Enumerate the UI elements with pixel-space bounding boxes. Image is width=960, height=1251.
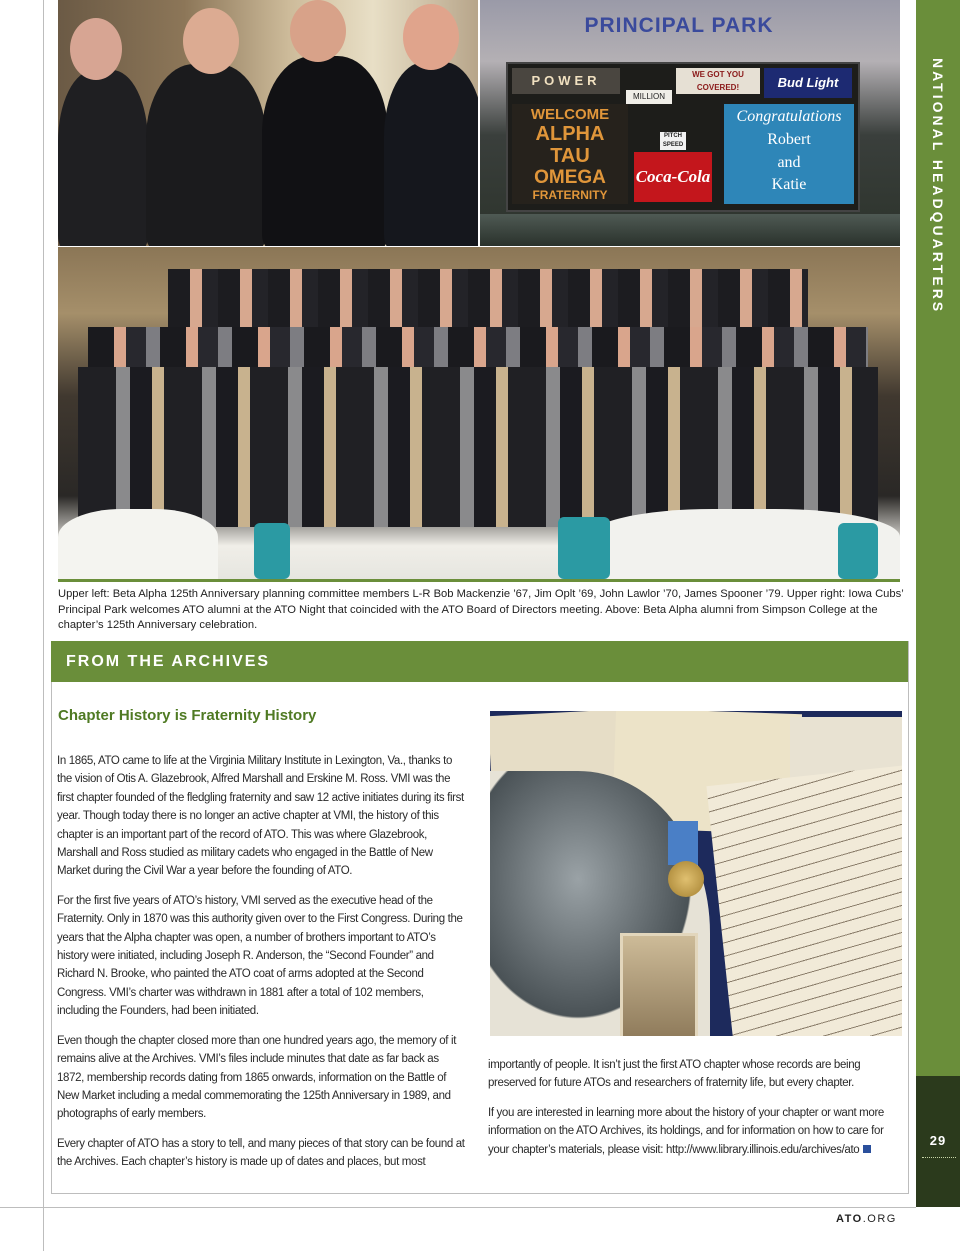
- park-name-sign: PRINCIPAL PARK: [584, 14, 774, 37]
- article-paragraph: For the first five years of ATO’s history, VMI served as the executive head of the Fraternity. Only in 1870 was this authority given over to the First Congress. During the years that the Alpha chapter was open, a number of brothers important to ATO’s history were initiated, including Joseph R. Anderson, the “Second Founder” and Richard N. Brooke, who painted the ATO coat of arms adopted at the Second Congress. VMI’s charter was withdrawn in 1881 after a total of 102 members, including the Founders, had been initiated.: [57, 894, 463, 1018]
- person-head: [183, 8, 239, 74]
- ad-bud-light: Bud Light: [764, 68, 852, 98]
- person-figure: [384, 62, 478, 246]
- welcome-line: ALPHA: [535, 123, 605, 145]
- teal-chair: [254, 523, 290, 579]
- scoreboard-photo: [480, 0, 900, 246]
- article-right-column: [488, 1056, 902, 1170]
- medal: [668, 861, 704, 897]
- article-paragraph: [488, 1104, 902, 1159]
- welcome-line: WELCOME: [530, 106, 610, 123]
- medal-ribbon: [668, 821, 698, 865]
- stadium-rail: [480, 214, 900, 246]
- person-figure: [146, 64, 266, 246]
- section-banner-title: FROM THE ARCHIVES: [66, 653, 271, 670]
- welcome-line: FRATERNITY: [532, 188, 608, 202]
- congrats-line: and: [777, 154, 801, 171]
- front-row: [78, 367, 878, 527]
- congrats-line: Robert: [767, 131, 811, 148]
- page-number: 29: [929, 1133, 947, 1148]
- congrats-board: [724, 104, 854, 204]
- footer-line: [0, 1207, 916, 1208]
- person-head: [403, 4, 459, 70]
- page-number-rule: [922, 1157, 956, 1158]
- footer-site-bold: ATO: [836, 1213, 863, 1225]
- congrats-line: Katie: [771, 176, 807, 193]
- article-paragraph: Every chapter of ATO has a story to tell, and many pieces of that story can be found at the Archives. Each chapter’s history is made up of dates and places, but most: [57, 1137, 465, 1169]
- dining-table-left: [58, 509, 218, 579]
- article-paragraph: importantly of people. It isn’t just the first ATO chapter whose records are being preserved for future ATOs and researchers of fraternity life, but every chapter.: [488, 1059, 861, 1090]
- ad-power: POWER: [512, 68, 620, 94]
- photo-green-rule: [58, 579, 900, 582]
- committee-photo: [58, 0, 478, 246]
- box-left-line: [51, 641, 52, 1194]
- person-head: [290, 0, 346, 62]
- photo-caption: Upper left: Beta Alpha 125th Anniversary planning committee members L-R Bob Mackenzie ’67, Jim Oplt ’69, John Lawlor ’70, James Spooner ’79. Upper right: Iowa Cubs’ Principal Park welcomes ATO alumni at the ATO Night that coincided with the ATO Board of Directors meeting. Above: Beta Alpha alumni from Simpson College at the chapter’s 125th Anniversary celebration.: [58, 588, 904, 632]
- person-figure: [58, 70, 148, 246]
- end-mark-icon: [863, 1145, 871, 1153]
- group-photo: [58, 247, 900, 579]
- welcome-board: [512, 104, 628, 204]
- welcome-line: OMEGA: [534, 167, 606, 188]
- welcome-line: TAU: [550, 145, 590, 167]
- article-paragraph: Even though the chapter closed more than one hundred years ago, the memory of it remains alive at the Archives. VMI’s files include minutes that date as far back as 1872, membership records dating from 1865 onwards, information on the Battle of New Market including a medal commemorating the 125th Anniversary in 1989, and photographs of early members.: [57, 1034, 457, 1121]
- ad-pitch-speed: PITCH SPEED: [660, 132, 686, 150]
- handwritten-letter: [706, 765, 902, 1036]
- teal-chair: [558, 517, 610, 579]
- article-title: Chapter History is Fraternity History: [58, 707, 317, 724]
- sidebar-section-title: NATIONAL HEADQUARTERS: [930, 58, 946, 315]
- ad-million: MILLION: [626, 90, 672, 104]
- footer-site-rest: .ORG: [862, 1213, 897, 1225]
- congrats-line: Congratulations: [736, 108, 842, 125]
- person-figure: [262, 56, 388, 246]
- left-margin-line: [43, 0, 44, 1251]
- archives-photo: [490, 711, 902, 1036]
- footer-site-url: [836, 1213, 897, 1225]
- box-bottom-line: [51, 1193, 909, 1194]
- cadet-photograph: [620, 933, 698, 1036]
- archives-url-text: If you are interested in learning more about the history of your chapter or want more information on the ATO Archives, its holdings, and for information on how to care for your chapter’s materials, please visit: http://www.library.illinois.edu/archives/ato: [488, 1106, 884, 1156]
- ad-coca-cola: Coca-Cola: [634, 152, 712, 202]
- ad-covered: WE GOT YOU COVERED!: [676, 68, 760, 94]
- teal-chair: [838, 523, 878, 579]
- article-left-column: [57, 752, 465, 1183]
- article-paragraph: In 1865, ATO came to life at the Virginia Military Institute in Lexington, Va., thanks to the vision of Otis A. Glazebrook, Alfred Marshall and Erskine M. Ross. VMI was the first chapter founded of the fledgling fraternity and saw 12 active initiates during its first year. Though today there is no longer an active chapter at VMI, the history of this chapter is an important part of the record of ATO. This was where Glazebrook, Marshall and Ross studied as military cadets who engaged in the Battle of New Market during the Civil War a year before the founding of ATO.: [57, 755, 464, 878]
- person-head: [70, 18, 122, 80]
- box-right-line: [908, 641, 909, 1194]
